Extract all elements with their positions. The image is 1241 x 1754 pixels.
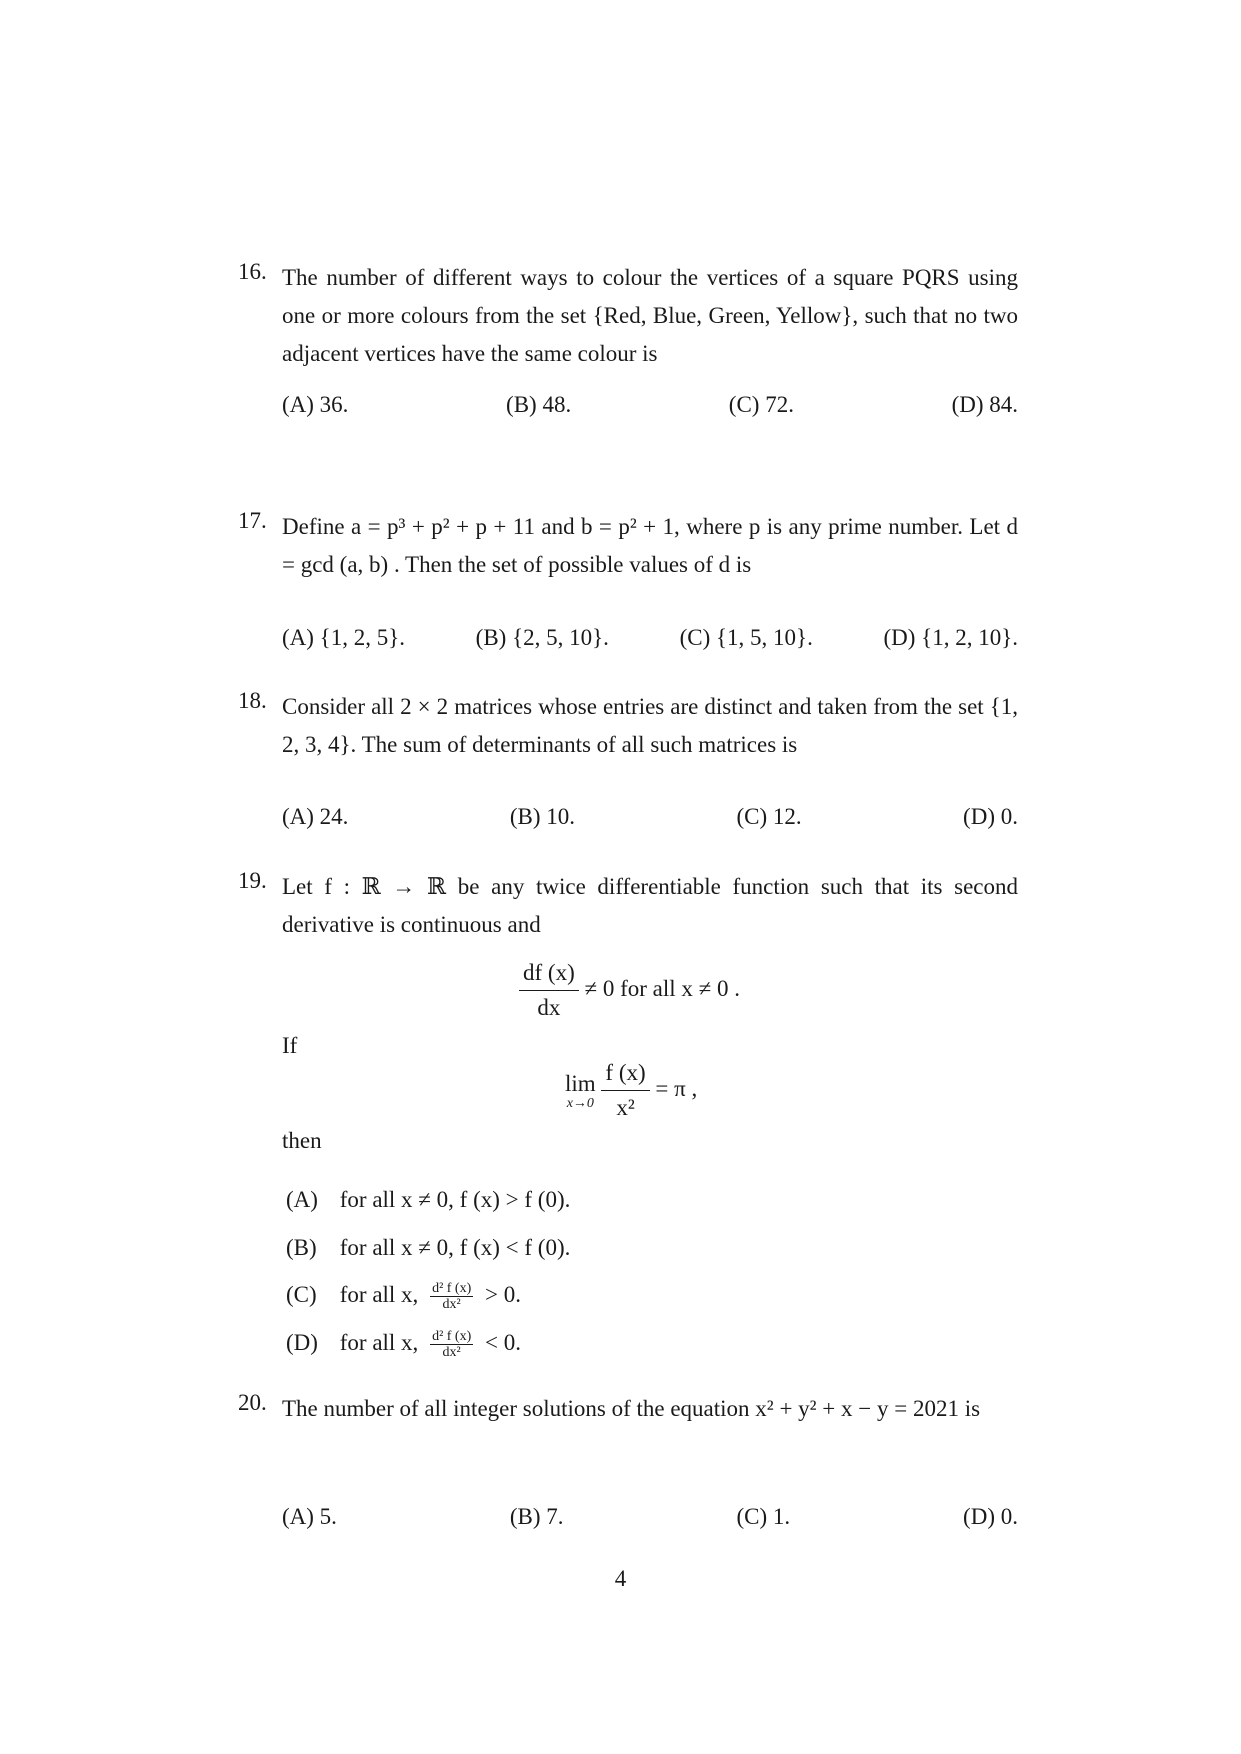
question-19 [238, 868, 1018, 944]
question-number: 19. [238, 868, 267, 893]
question-number: 16. [238, 259, 267, 284]
option-a: (A) {1, 2, 5}. [282, 625, 406, 650]
options-16 [282, 392, 1018, 418]
option-c [286, 1281, 521, 1312]
option-text: for all x ≠ 0, f (x) > f (0). [339, 1187, 571, 1212]
question-text: The number of different ways to colour the vertices of a square PQRS using one or more colours from the set {Red, Blue, Green, Yellow}, such that no two adjacent vertices have the same colour is [282, 265, 1018, 366]
option-b: (B) 48. [506, 392, 572, 417]
option-c: (C) 72. [728, 392, 794, 417]
question-number: 17. [238, 508, 267, 533]
option-b [286, 1235, 570, 1261]
option-b: (B) 7. [509, 1504, 564, 1529]
option-c: (C) 12. [736, 804, 802, 829]
option-label: (B) [286, 1235, 317, 1260]
question-17 [238, 508, 1018, 584]
question-text: Let f : ℝ → ℝ be any twice differentiable function such that its second derivative is continuous and [282, 874, 1018, 937]
question-number: 20. [238, 1390, 267, 1415]
condition-text: ≠ 0 for all x ≠ 0 . [584, 975, 741, 1001]
question-text: The number of all integer solutions of the equation x² + y² + x − y = 2021 is [282, 1396, 981, 1421]
then-word: then [282, 1128, 322, 1153]
option-d: (D) 84. [951, 392, 1018, 417]
options-18 [282, 804, 1018, 830]
fraction-denominator: x² [616, 1095, 635, 1120]
fraction-denominator: dx [537, 995, 561, 1020]
option-a: (A) 36. [282, 392, 349, 417]
options-20 [282, 1504, 1018, 1530]
question-text: Consider all 2 × 2 matrices whose entries are distinct and taken from the set {1, 2, 3, 4}. The sum of determinants of all such matrices is [282, 694, 1018, 757]
option-prefix: for all x, [339, 1281, 419, 1307]
option-a [286, 1187, 570, 1213]
fraction-numerator: df (x) [519, 956, 579, 991]
question-text: Define a = p³ + p² + p + 11 and b = p² + 1, where p is any prime number. Let d = gcd (a, b) . Then the set of possible values of d is [282, 514, 1018, 577]
fraction-numerator: d² f (x) [432, 1281, 472, 1296]
option-prefix: for all x, [339, 1329, 419, 1355]
option-label: (A) [286, 1187, 318, 1212]
fraction-denominator: dx² [442, 1345, 461, 1360]
limit-fraction [601, 1056, 649, 1125]
fraction-numerator: f (x) [601, 1056, 649, 1091]
option-d: (D) 0. [963, 1504, 1018, 1529]
second-derivative-fraction [430, 1281, 473, 1312]
option-b: (B) {2, 5, 10}. [475, 625, 609, 650]
question-16 [238, 259, 1018, 373]
question-18 [238, 688, 1018, 764]
lim-subscript: x→0 [566, 1095, 594, 1111]
option-label: (D) [286, 1329, 318, 1355]
lim-word: lim [565, 1070, 596, 1096]
option-a: (A) 24. [282, 804, 349, 829]
derivative-fraction [519, 956, 579, 1025]
option-relation: > 0. [485, 1281, 521, 1307]
limit-operator [565, 1071, 596, 1111]
page-number: 4 [614, 1566, 627, 1591]
option-d: (D) {1, 2, 10}. [883, 625, 1018, 650]
question-20 [238, 1390, 1018, 1428]
option-c: (C) {1, 5, 10}. [679, 625, 813, 650]
if-word: If [282, 1033, 298, 1058]
fraction-denominator: dx² [442, 1297, 461, 1312]
option-a: (A) 5. [282, 1504, 337, 1529]
option-d: (D) 0. [963, 804, 1018, 829]
options-17 [282, 625, 1018, 651]
option-c: (C) 1. [736, 1504, 791, 1529]
option-relation: < 0. [485, 1329, 521, 1355]
option-label: (C) [286, 1281, 317, 1307]
option-text: for all x ≠ 0, f (x) < f (0). [339, 1235, 571, 1260]
question-number: 18. [238, 688, 267, 713]
option-d [286, 1329, 521, 1360]
derivative-condition [519, 956, 740, 1025]
option-b: (B) 10. [509, 804, 576, 829]
limit-result: = π , [655, 1075, 698, 1101]
fraction-numerator: d² f (x) [432, 1329, 472, 1344]
limit-expression [565, 1056, 697, 1125]
second-derivative-fraction [430, 1329, 473, 1360]
